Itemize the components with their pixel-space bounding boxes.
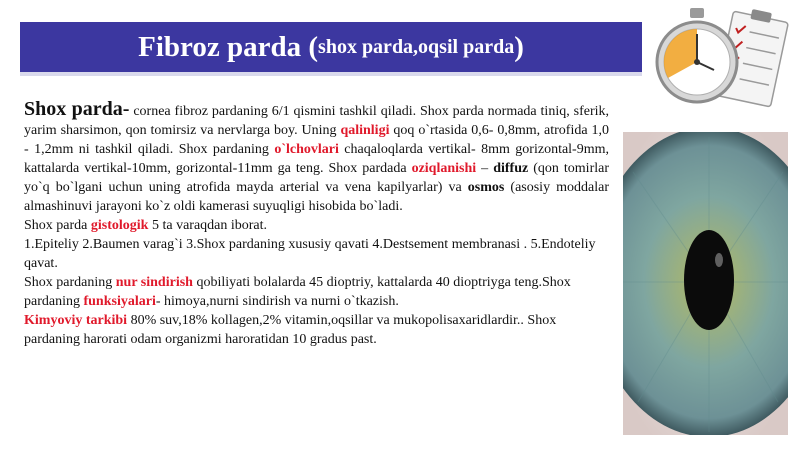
text-run: Shox parda [24, 218, 91, 233]
slide-body [24, 100, 609, 349]
bold-term-osmos: osmos [467, 180, 505, 195]
text-run: Shox pardaning [24, 275, 116, 290]
text-run: qobiliyati bolalarda 45 dioptriy, kattalarda 40 dioptriyga teng.Shox pardaning [24, 275, 571, 309]
text-run: cornea fibroz pardaning 6/1 qismini tashkil qiladi. Shox parda normada tiniq, sferik, yarim sharsimon, qon tomirsiz va nervlarga boy. Uning [24, 104, 609, 138]
keyword-oziqlanishi: oziqlanishi [411, 161, 477, 176]
keyword-olchovlari: o`lchovlari [274, 142, 339, 157]
text-run: (asosiy moddalar almashinuvi jarayoni ko`z oldi kamerasi suyuqligi hisobida bo`ladi. [24, 180, 610, 214]
keyword-funksiyalari: funksiyalari [83, 294, 156, 309]
paragraph-layers-list [24, 235, 609, 273]
paragraph-refraction [24, 273, 609, 311]
text-run: (qon tomirlar yo`q bo`lgani uchun uning atrofida mayda arterial va vena kapilyarlar) va [24, 161, 609, 195]
keyword-nur-sindirish: nur sindirish [115, 275, 193, 290]
paragraph-cornea-intro [24, 100, 609, 216]
text-run: qoq o`rtasida 0,6- 0,8mm, atrofida 1,0 - 1,2mm ni tashkil qiladi. Shox pardaning [24, 123, 609, 157]
text-run: 5 ta varaqdan iborat. [148, 218, 268, 233]
keyword-qalinligi: qalinligi [340, 123, 390, 138]
keyword-kimyoviy-tarkibi: Kimyoviy tarkibi [24, 313, 128, 328]
slide-title-subtitle: shox parda,oqsil parda [318, 35, 515, 58]
slide-title-close-paren: ) [514, 30, 524, 63]
eye-closeup-photo [623, 132, 788, 435]
keyword-gistologik: gistologik [90, 218, 149, 233]
text-run: – [476, 161, 494, 176]
text-run: - himoya,nurni sindirish va nurni o`tkazish. [155, 294, 399, 309]
text-run: 1.Epiteliy 2.Baumen varag`i 3.Shox pardaning xususiy qavati 4.Destsement membranasi . 5.Endoteliy qavat. [24, 237, 596, 271]
paragraph-histology [24, 216, 609, 235]
slide-title-main: Fibroz parda ( [138, 30, 319, 63]
paragraph-chemical-composition [24, 311, 609, 349]
text-run: 80% suv,18% kollagen,2% vitamin,oqsillar va mukopolisaxaridlardir.. Shox pardaning harorati odam organizmi haroratidan 10 gradus past. [24, 313, 557, 347]
bold-term-diffuz: diffuz [493, 161, 529, 176]
stopwatch-checklist-icon [652, 4, 792, 114]
slide-title-bar [20, 22, 642, 76]
text-run: chaqaloqlarda vertikal- 8mm gorizontal-9mm, kattalarda vertikal-10mm, gorizontal-11mm ga teng. Shox pardada [24, 142, 610, 176]
lead-term: Shox parda- [24, 98, 130, 120]
